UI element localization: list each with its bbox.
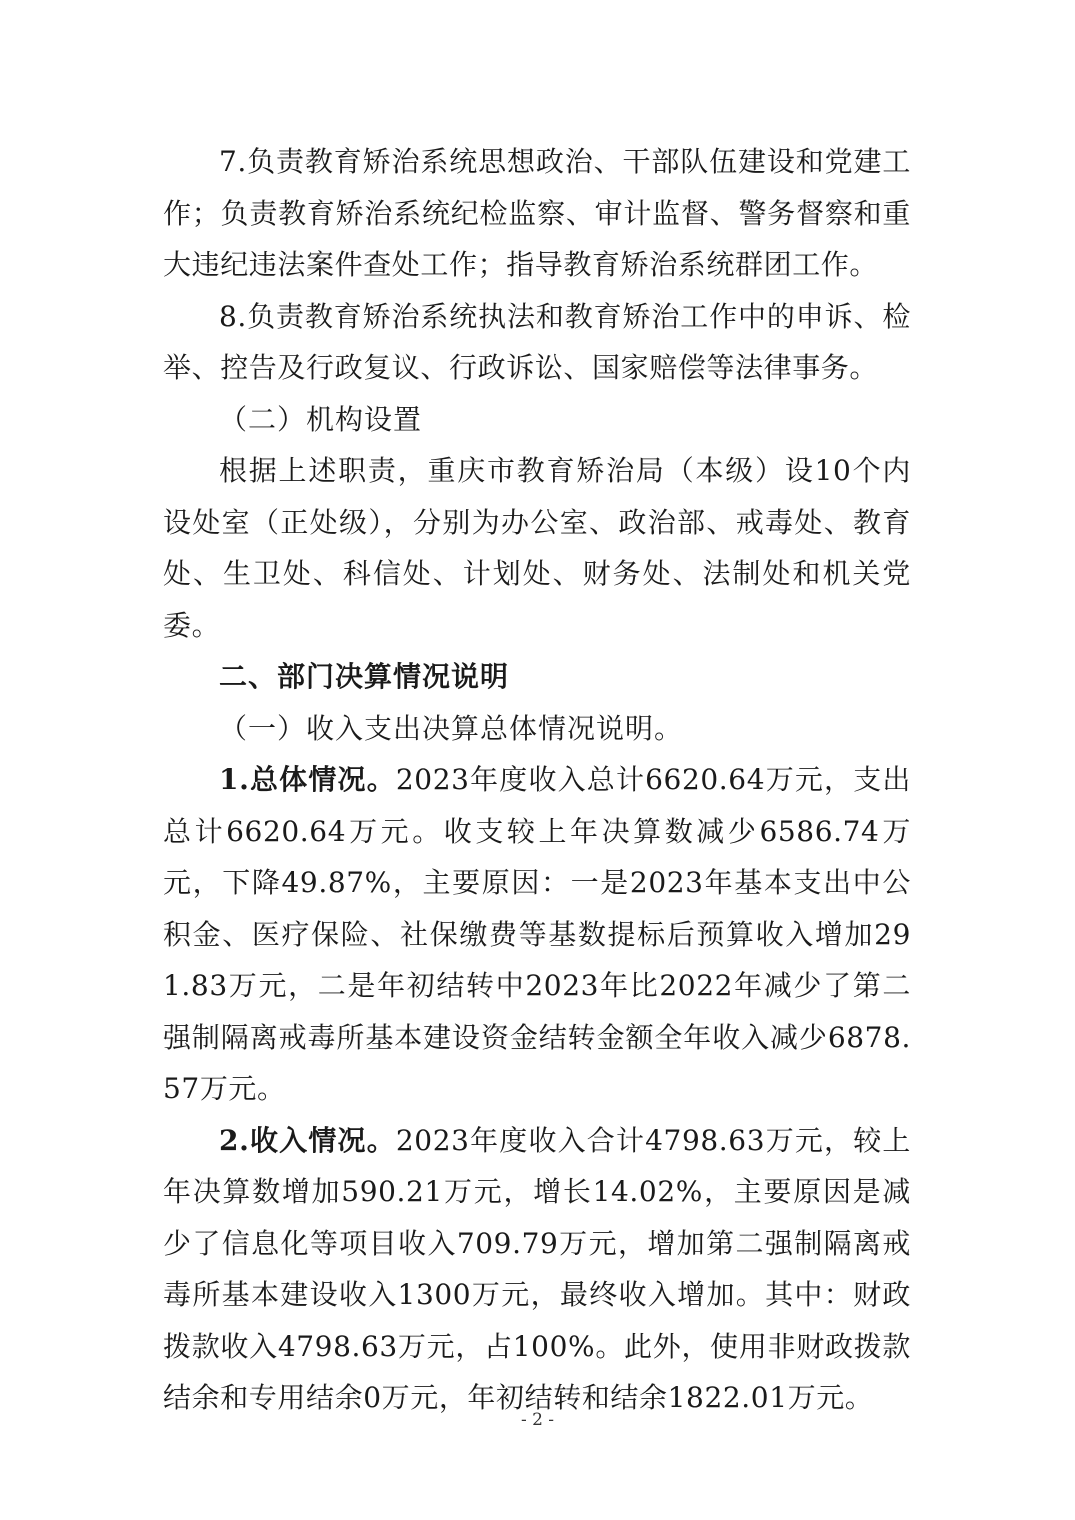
paragraph-duty-8: 8.负责教育矫治系统执法和教育矫治工作中的申诉、检举、控告及行政复议、行政诉讼、国家赔偿等法律事务。 (163, 299, 911, 384)
overall-body: 2023年度收入总计6620.64万元，支出总计6620.64万元。收支较上年决算数减少6586.74万元，下降49.87%，主要原因：一是2023年基本支出中公积金、医疗保险、社保缴费等基数提标后预算收入增加291.83万元，二是年初结转中2023年比2022年减少了第二强制隔离戒毒所基本建设资金结转金额全年收入减少6878.57万元。 (163, 763, 911, 1105)
document-page (163, 136, 911, 1424)
paragraph-overall (163, 754, 911, 1115)
page-number: - 2 - (520, 1410, 555, 1430)
heading-org-setup: （二）机构设置 (219, 402, 423, 436)
income-body: 2023年度收入合计4798.63万元，较上年决算数增加590.21万元，增长14.02%，主要原因是减少了信息化等项目收入709.79万元，增加第二强制隔离戒毒所基本建设收入1300万元，最终收入增加。其中：财政拨款收入4798.63万元，占100%。此外，使用非财政拨款结余和专用结余0万元，年初结转和结余1822.01万元。 (163, 1123, 911, 1414)
paragraph-duty-7: 7.负责教育矫治系统思想政治、干部队伍建设和党建工作；负责教育矫治系统纪检监察、审计监督、警务督察和重大违纪违法案件查处工作；指导教育矫治系统群团工作。 (163, 145, 911, 281)
income-lead: 2.收入情况。 (219, 1123, 396, 1157)
heading-subsection-1: （一）收入支出决算总体情况说明。 (219, 711, 684, 745)
paragraph-income (163, 1115, 911, 1424)
paragraph-org-setup: 根据上述职责，重庆市教育矫治局（本级）设10个内设处室（正处级），分别为办公室、政治部、戒毒处、教育处、生卫处、科信处、计划处、财务处、法制处和机关党委。 (163, 454, 911, 642)
overall-lead: 1.总体情况。 (219, 763, 396, 796)
heading-section-2: 二、部门决算情况说明 (219, 660, 510, 693)
